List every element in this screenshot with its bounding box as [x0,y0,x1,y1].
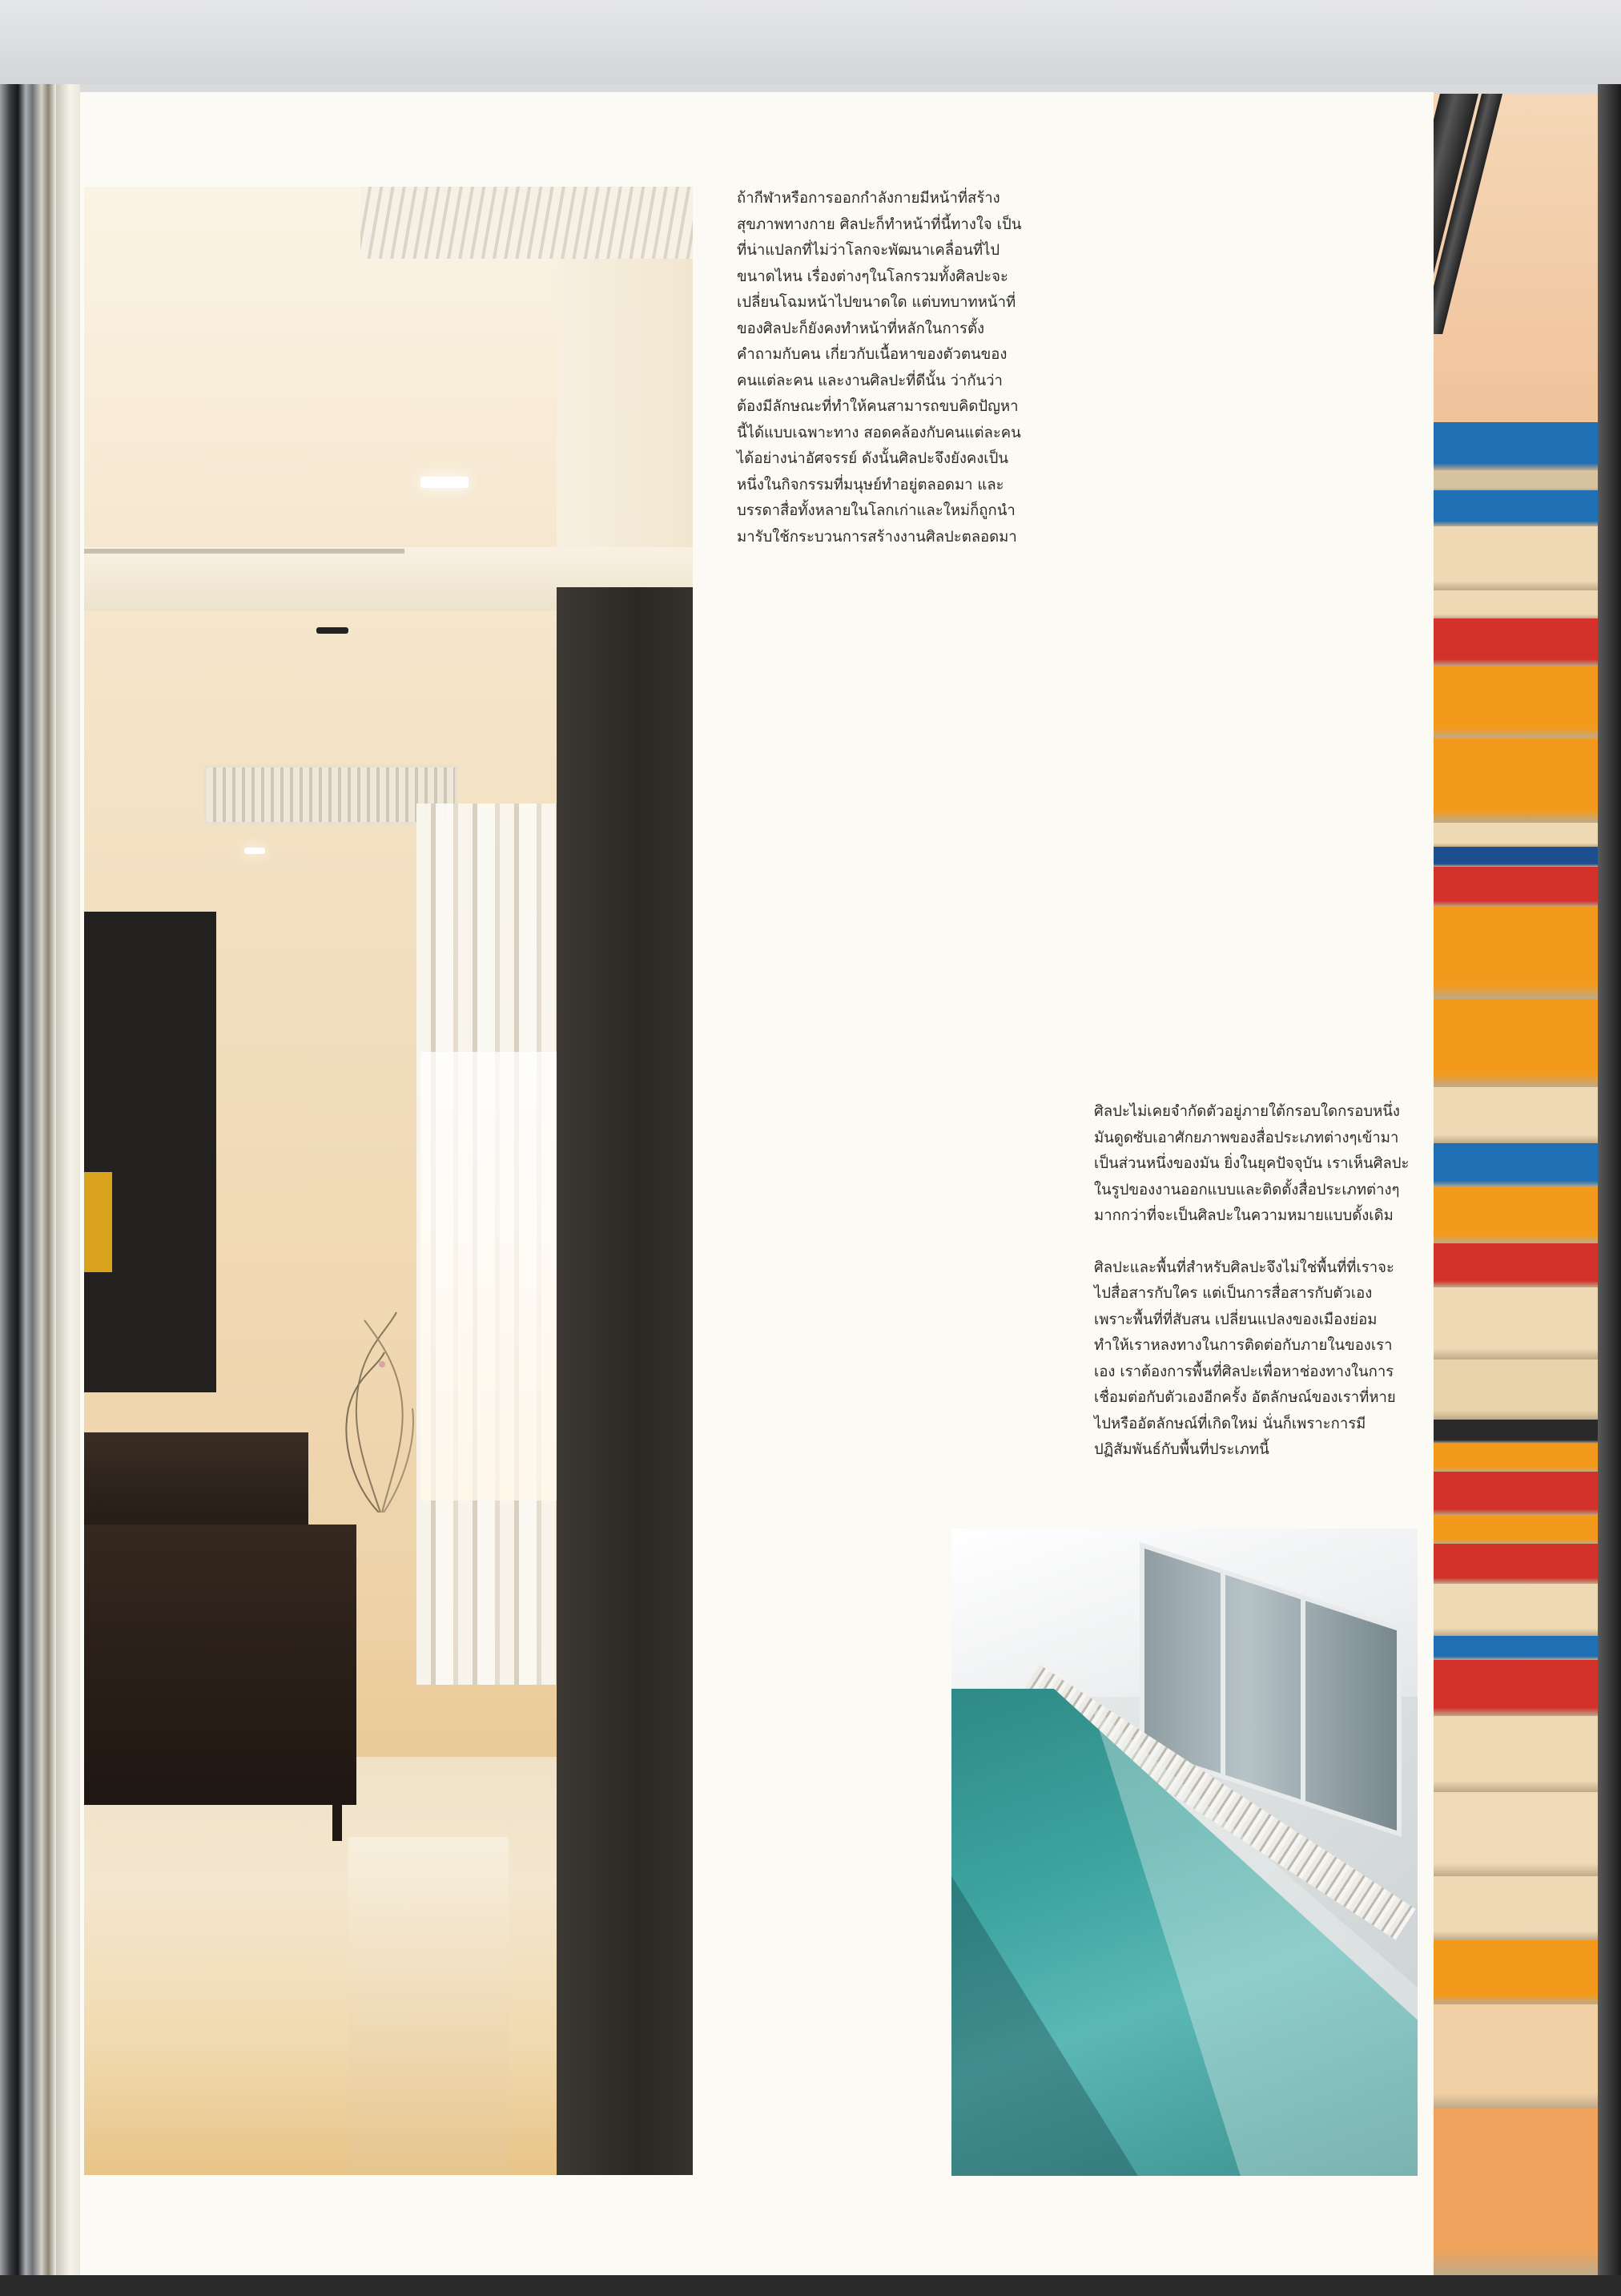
ceiling-vent [360,187,693,259]
cushion-band [1434,1660,1598,1716]
article-paragraph-1: ถ้ากีฬาหรือการออกกำลังกายมีหน้าที่สร้างสุขภาพทางกาย ศิลปะก็ทำหน้าที่นี้ทางใจ เป็นที่น่าแปลกที่ไม่ว่าโลกจะพัฒนาเคลื่อนที่ไปขนาดไหน เรื่องต่างๆในโลกรวมทั้งศิลปะจะเปลี่ยนโฉมหน้าไปขนาดใด แต่บทบาทหน้าที่ของศิลปะก็ยังคงทำหน้าที่หลักในการตั้งคำถามกับคน เกี่ยวกับเนื้อหาของตัวตนของคนแต่ละคน และงานศิลปะที่ดีนั้น ว่ากันว่าต้องมีลักษณะที่ทำให้คนสามารถขบคิดปัญหานี้ได้แบบเฉพาะทาง สอดคล้องกับคนแต่ละคนได้อย่างน่าอัศจรรย์ ดังนั้นศิลปะจึงยังคงเป็นหนึ่งในกิจกรรมที่มนุษย์ทำอยู่ตลอดมา และบรรดาสื่อทั้งหลายในโลกเก่าและใหม่ก็ถูกนำมารับใช้กระบวนการสร้างงานศิลปะตลอดมา [737,190,1022,546]
cushion-band [1434,590,1598,618]
cushion-band [1434,1716,1598,1792]
cushion-band [1434,1516,1598,1544]
text-column-top [737,186,1025,550]
ceiling-light [420,477,469,488]
cushion-band [1434,618,1598,667]
wall-artwork [84,912,216,1392]
floor-reflection [348,1837,509,2173]
cushion-band [1434,526,1598,590]
cushion-band [1434,999,1598,1087]
article-paragraph-2: ศิลปะไม่เคยจำกัดตัวอยู่ภายใต้กรอบใดกรอบหนึ่ง มันดูดซับเอาศักยภาพของสื่อประเภทต่างๆเข้ามาเป็นส่วนหนึ่งของมัน ยิ่งในยุคปัจจุบัน เราเห็นศิลปะในรูปของงานออกแบบและติดตั้งสื่อประเภทต่างๆมากกว่าที่จะเป็นศิลปะในความหมายแบบดั้งเดิม [1094,1103,1410,1224]
armchair [84,1525,356,1805]
text-column-bottom [1094,1099,1410,1464]
ceiling-trim [84,549,404,554]
cushion-band [1434,1444,1598,1472]
scan-background-right [1598,84,1621,2275]
sideboard [84,1432,308,1525]
cushion-band [1434,1359,1598,1420]
cushion-band [1434,1940,1598,2004]
cushion-band [1434,739,1598,823]
downlight [244,848,265,854]
scan-background-top [0,0,1621,84]
dried-branch-decoration [332,1304,420,1513]
cushion-band [1434,1876,1598,1940]
cushion-band [1434,823,1598,847]
window-glow [420,1052,557,1500]
cushion-band [1434,1472,1598,1516]
cushion-band [1434,1584,1598,1636]
window-mullion [1221,1573,1225,1775]
cushion-band [1434,867,1598,907]
cushion-band [1434,490,1598,526]
cushion-band [1434,907,1598,999]
strip-ceiling [1434,94,1598,422]
ceiling-recess [316,627,348,634]
cushion-band [1434,1287,1598,1359]
page-edge-stack [56,84,80,2275]
dark-partition-wall [557,587,693,2175]
cushion-band [1434,1544,1598,1584]
cushion-band [1434,667,1598,739]
cushion-band [1434,2004,1598,2109]
cushion-band [1434,847,1598,867]
cushion-band [1434,1187,1598,1243]
cushion-band [1434,1087,1598,1143]
article-paragraph-3: ศิลปะและพื้นที่สำหรับศิลปะจึงไม่ใช่พื้นที่ที่เราจะไปสื่อสารกับใคร แต่เป็นการสื่อสารกับตัวเอง เพราะพื้นที่ที่สับสน เปลี่ยนแปลงของเมืองย่อมทำให้เราหลงทางในการติดต่อกับภายในของเราเอง เราต้องการพื้นที่ศิลปะเพื่อหาช่องทางในการเชื่อมต่อกับตัวเองอีกครั้ง อัตลักษณ์ของเราที่หายไปหรืออัตลักษณ์ที่เกิดใหม่ นั่นก็เพราะการมีปฏิสัมพันธ์กับพื้นที่ประเภทนี้ [1094,1259,1396,1458]
cushion-band [1434,1143,1598,1187]
cushion-band [1434,422,1598,470]
cushion-band [1434,1243,1598,1287]
interior-photo [84,187,693,2175]
cushion-band [1434,470,1598,490]
cushion-band [1434,1420,1598,1444]
armchair-leg [332,1805,342,1841]
window-mullion [1301,1599,1305,1801]
cushion-band [1434,2109,1598,2275]
cushion-band [1434,1792,1598,1876]
cushion-band [1434,1636,1598,1660]
artwork-accent [84,1172,112,1272]
pool-photo [951,1529,1418,2176]
scan-background-bottom [0,2275,1621,2296]
book-spine [0,84,56,2275]
cushion-stack-photo [1434,94,1598,2275]
